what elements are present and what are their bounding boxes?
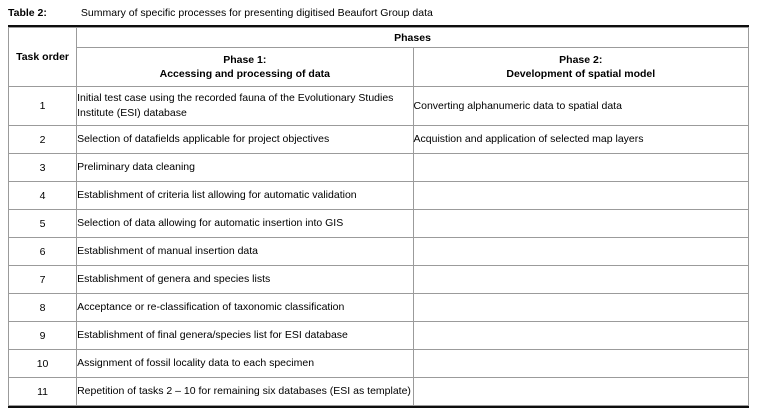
cell-phase-2: [413, 378, 748, 406]
cell-task-order: 4: [9, 182, 77, 210]
cell-phase-2: Acquistion and application of selected map layers: [413, 126, 748, 154]
header-phase-1-line-2: Accessing and processing of data: [159, 68, 330, 80]
table-row: [9, 350, 749, 378]
cell-task-order: 10: [9, 350, 77, 378]
cell-task-order: 3: [9, 154, 77, 182]
caption-text: Summary of specific processes for presenting digitised Beaufort Group data: [80, 7, 433, 19]
table-row: [9, 238, 749, 266]
cell-phase-2: [413, 266, 748, 294]
cell-phase-2: [413, 322, 748, 350]
cell-task-order: 8: [9, 294, 77, 322]
table-row: [9, 154, 749, 182]
cell-phase-1: Initial test case using the recorded fauna of the Evolutionary Studies Institute (ESI) database: [77, 87, 413, 126]
header-task-order: Task order: [9, 28, 77, 87]
cell-phase-1: Preliminary data cleaning: [77, 154, 413, 182]
header-phase-1-line-1: Phase 1:: [223, 53, 267, 66]
table-row: [9, 322, 749, 350]
table-row: [9, 294, 749, 322]
cell-phase-1: Selection of data allowing for automatic insertion into GIS: [77, 210, 413, 238]
header-phase-1: [77, 48, 413, 87]
cell-phase-1: Repetition of tasks 2 – 10 for remaining six databases (ESI as template): [77, 378, 413, 406]
table-row: [9, 266, 749, 294]
header-phase-2: [413, 48, 748, 87]
cell-phase-1: Selection of datafields applicable for project objectives: [77, 126, 413, 154]
table-bottom-divider: [8, 406, 749, 408]
cell-phase-1: Assignment of fossil locality data to each specimen: [77, 350, 413, 378]
table-header-row: [9, 48, 749, 87]
table-body: [9, 28, 749, 406]
table-header-group-row: [9, 28, 749, 48]
cell-task-order: 7: [9, 266, 77, 294]
cell-phase-2: [413, 238, 748, 266]
cell-phase-1: Establishment of final genera/species list for ESI database: [77, 322, 413, 350]
table-row: [9, 126, 749, 154]
table-row: [9, 87, 749, 126]
table-row: [9, 210, 749, 238]
cell-phase-2: [413, 294, 748, 322]
table-row: [9, 378, 749, 406]
cell-task-order: 9: [9, 322, 77, 350]
cell-phase-1: Establishment of criteria list allowing for automatic validation: [77, 182, 413, 210]
cell-phase-1: Acceptance or re-classification of taxonomic classification: [77, 294, 413, 322]
caption-label: Table 2:: [8, 7, 47, 19]
table-caption: [0, 0, 757, 25]
cell-phase-1: Establishment of genera and species lists: [77, 266, 413, 294]
summary-table: [8, 27, 749, 406]
cell-task-order: 6: [9, 238, 77, 266]
header-phase-2-line-1: Phase 2:: [559, 53, 603, 66]
cell-phase-2: [413, 182, 748, 210]
cell-task-order: 11: [9, 378, 77, 406]
header-phase-2-line-2: Development of spatial model: [506, 68, 656, 80]
header-phases: Phases: [77, 28, 749, 48]
table-row: [9, 182, 749, 210]
cell-task-order: 5: [9, 210, 77, 238]
cell-phase-1: Establishment of manual insertion data: [77, 238, 413, 266]
cell-phase-2: Converting alphanumeric data to spatial data: [413, 87, 748, 126]
cell-task-order: 2: [9, 126, 77, 154]
cell-phase-2: [413, 154, 748, 182]
cell-phase-2: [413, 210, 748, 238]
cell-phase-2: [413, 350, 748, 378]
cell-task-order: 1: [9, 87, 77, 126]
